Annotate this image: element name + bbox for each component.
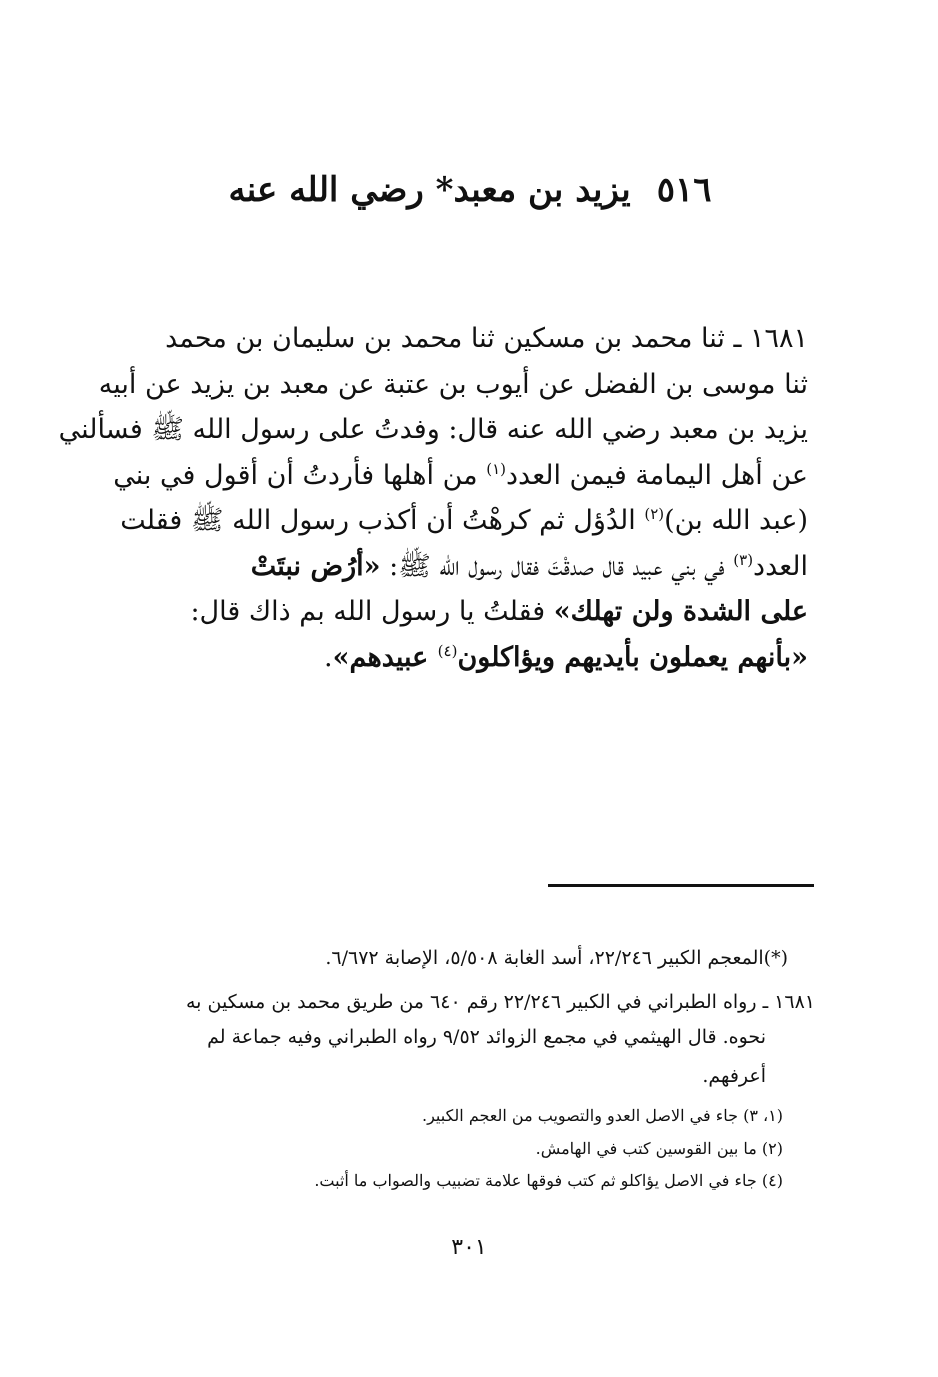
footnote-note-2: (٢) ما بين القوسين كتب في الهامش. [535, 1139, 783, 1158]
text-span: في بني عبيد قال صدقْتَ فقال رسول الله ﷺ: [380, 550, 734, 582]
text-span: فقلتُ يا رسول الله بم ذاك قال: [190, 596, 554, 627]
text-line [58, 407, 808, 453]
text-line [98, 362, 808, 408]
text-span: ثنا موسى بن الفضل عن أيوب بن عتبة عن معبد بن يزيد عن أبيه [98, 368, 808, 400]
hadith-text [58, 316, 808, 680]
text-line [118, 544, 808, 590]
page-number: ٣٠١ [451, 1235, 487, 1260]
footnote-divider [548, 884, 814, 887]
footnote-sources: (*)المعجم الكبير ٢٢/٢٤٦، أسد الغابة ٥/٥٠٨، الإصابة ٦/٦٧٢. [325, 947, 788, 969]
text-line [118, 498, 808, 544]
footnote-ref: (٤) [437, 641, 458, 660]
footnote-takhrij-line: نحوه. قال الهيثمي في مجمع الزوائد ٩/٥٢ رواه الطبراني وفيه جماعة لم [207, 1026, 766, 1048]
section-heading [120, 166, 820, 214]
text-span: يزيد بن معبد رضي الله عنه قال: وفدتُ على رسول الله ﷺ فسألني [58, 414, 808, 445]
footnote-ref: (١) [486, 459, 506, 478]
quote-span: «بأنهم يعملون بأيديهم ويؤاكلون [457, 641, 808, 673]
text-span: عن أهل اليمامة فيمن العدد [506, 459, 808, 491]
section-title: يزيد بن معبد* رضي الله عنه [228, 170, 631, 210]
text-span: . [324, 641, 333, 673]
text-line [113, 453, 808, 499]
footnote-note-4: (٤) جاء في الاصل يؤاكلو ثم كتب فوقها علامة تضبيب والصواب ما أثبت. [314, 1171, 783, 1190]
section-number: ٥١٦ [656, 170, 712, 210]
text-span: ١٦٨١ ـ ثنا محمد بن مسكين ثنا محمد بن سليمان بن محمد [165, 323, 808, 354]
text-span: العدد [753, 550, 808, 582]
text-span: من أهلها فأردتُ أن أقول في بني [113, 459, 487, 491]
footnote-ref: (٢) [644, 505, 665, 523]
text-span: (عبد الله بن) [664, 505, 808, 536]
footnote-note-1-3: (١، ٣) جاء في الاصل العدو والتصويب من العجم الكبير. [422, 1106, 783, 1125]
text-line [118, 316, 808, 362]
quote-span: على الشدة ولن تهلك» [553, 596, 808, 627]
text-line [118, 635, 808, 681]
text-span: الدُؤل ثم كرهْتُ أن أكذب رسول الله ﷺ فقلت [120, 505, 645, 536]
quote-span: «أرُض نبتَتْ [250, 550, 381, 582]
text-line [118, 589, 808, 635]
footnote-ref: (٣) [733, 550, 754, 569]
quote-span: عبيدهم» [332, 641, 438, 673]
footnote-takhrij-line: ١٦٨١ ـ رواه الطبراني في الكبير ٢٢/٢٤٦ رقم ٦٤٠ من طريق محمد بن مسكين به [185, 991, 815, 1013]
footnote-takhrij-line: أعرفهم. [702, 1065, 766, 1087]
